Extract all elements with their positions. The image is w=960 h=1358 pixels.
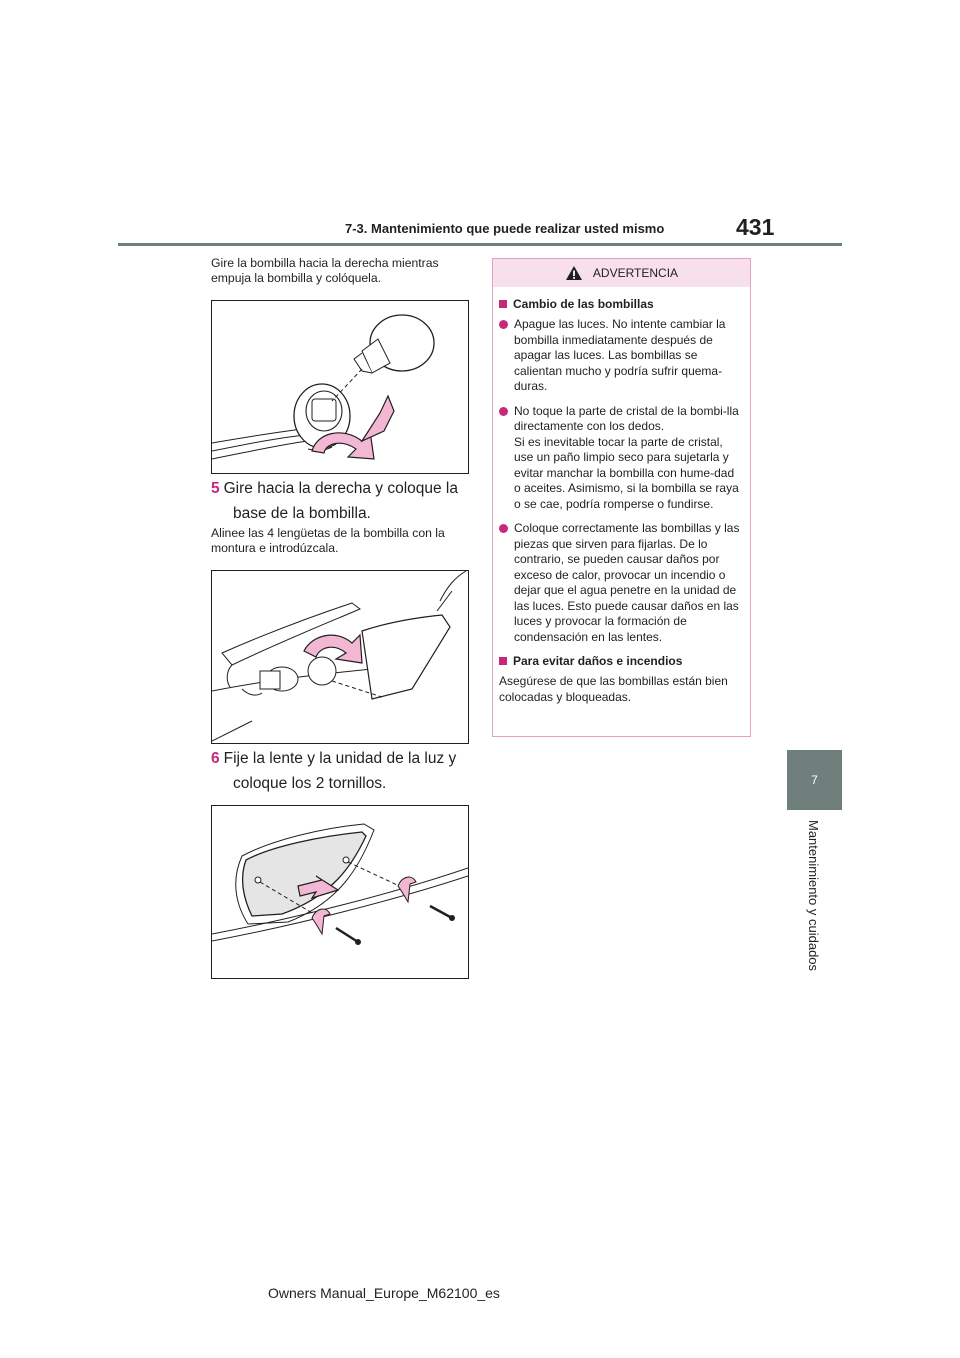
- warning-title: ADVERTENCIA: [592, 266, 679, 280]
- warning-bullet-text-extra: Si es inevitable tocar la parte de cristal, use un paño limpio seco para sujetarla y evitar manchar la bombilla con hume-dad o aceites. Asimismo, si la bombilla se raya o se cae, podría romperse o fundirse.: [514, 434, 739, 511]
- step-6-line1: Fije la lente y la unidad de la luz y: [223, 750, 457, 767]
- square-bullet-icon: [499, 300, 507, 308]
- warning-section1-heading-text: Cambio de las bombillas: [513, 297, 654, 311]
- step-5-note: Alinee las 4 lengüetas de la bombilla con la montura e introdúzcala.: [211, 526, 445, 555]
- step-6: [211, 746, 471, 796]
- warning-section2-heading: [499, 654, 744, 668]
- header-rule: [118, 243, 842, 246]
- step-6-number: 6: [211, 750, 220, 767]
- warning-section2-text: Asegúrese de que las bombillas están bien colocadas y bloqueadas.: [499, 674, 728, 704]
- warning-bullet: [499, 521, 744, 645]
- square-bullet-icon: [499, 657, 507, 665]
- warning-bullet: [499, 317, 744, 395]
- chapter-number: 7: [811, 773, 818, 787]
- warning-bullet-text-line: No toque la parte de cristal de la bombi-lla directamente con los dedos.: [514, 403, 739, 433]
- lens-screws-illustration: [212, 806, 468, 978]
- section-title: 7-3. Mantenimiento que puede realizar usted mismo: [345, 221, 665, 236]
- warning-section1-heading: [499, 297, 744, 311]
- warning-section2-heading-text: Para evitar daños e incendios: [513, 654, 683, 668]
- warning-box: [492, 258, 751, 737]
- round-bullet-icon: [499, 320, 508, 329]
- intro-text: Gire la bombilla hacia la derecha mientras empuja la bombilla y colóquela.: [211, 256, 439, 285]
- warning-bullet: [499, 404, 744, 513]
- step-5-line1: Gire hacia la derecha y coloque la: [223, 480, 458, 497]
- figure-bulb-base: [211, 570, 469, 744]
- bulb-base-illustration: [212, 571, 468, 743]
- footer-text: Owners Manual_Europe_M62100_es: [268, 1285, 500, 1301]
- chapter-title-vertical: Mantenimiento y cuidados: [806, 820, 821, 972]
- figure-bulb-insert: [211, 300, 469, 474]
- round-bullet-icon: [499, 407, 508, 416]
- step-5-line2: base de la bombilla.: [233, 505, 371, 522]
- warning-bullet-text: Apague las luces. No intente cambiar la bombilla inmediatamente después de apagar las luces. Las bombillas se calientan mucho y podría sufrir quema-duras.: [514, 317, 726, 393]
- step-5-number: 5: [211, 480, 220, 497]
- round-bullet-icon: [499, 524, 508, 533]
- step-6-line2: coloque los 2 tornillos.: [233, 775, 387, 792]
- warning-header: [493, 259, 750, 287]
- warning-bullet-text: Coloque correctamente las bombillas y las piezas que sirven para fijarlas. De lo contrario, se pueden causar daños por exceso de calor, provocar un incendio o dejar que el agua penetre en la unidad de las luces. Esto puede causar daños en las luces y provocar la formación de condensación en las lentes.: [514, 521, 740, 644]
- chapter-tab[interactable]: [787, 750, 842, 810]
- figure-lens-screws: [211, 805, 469, 979]
- page-number: 431: [736, 214, 775, 240]
- warning-body: [493, 287, 750, 705]
- warning-triangle-icon: [565, 265, 583, 281]
- bulb-insert-illustration: [212, 301, 468, 473]
- step-5: [211, 476, 471, 526]
- warning-bullet-text: [514, 404, 744, 513]
